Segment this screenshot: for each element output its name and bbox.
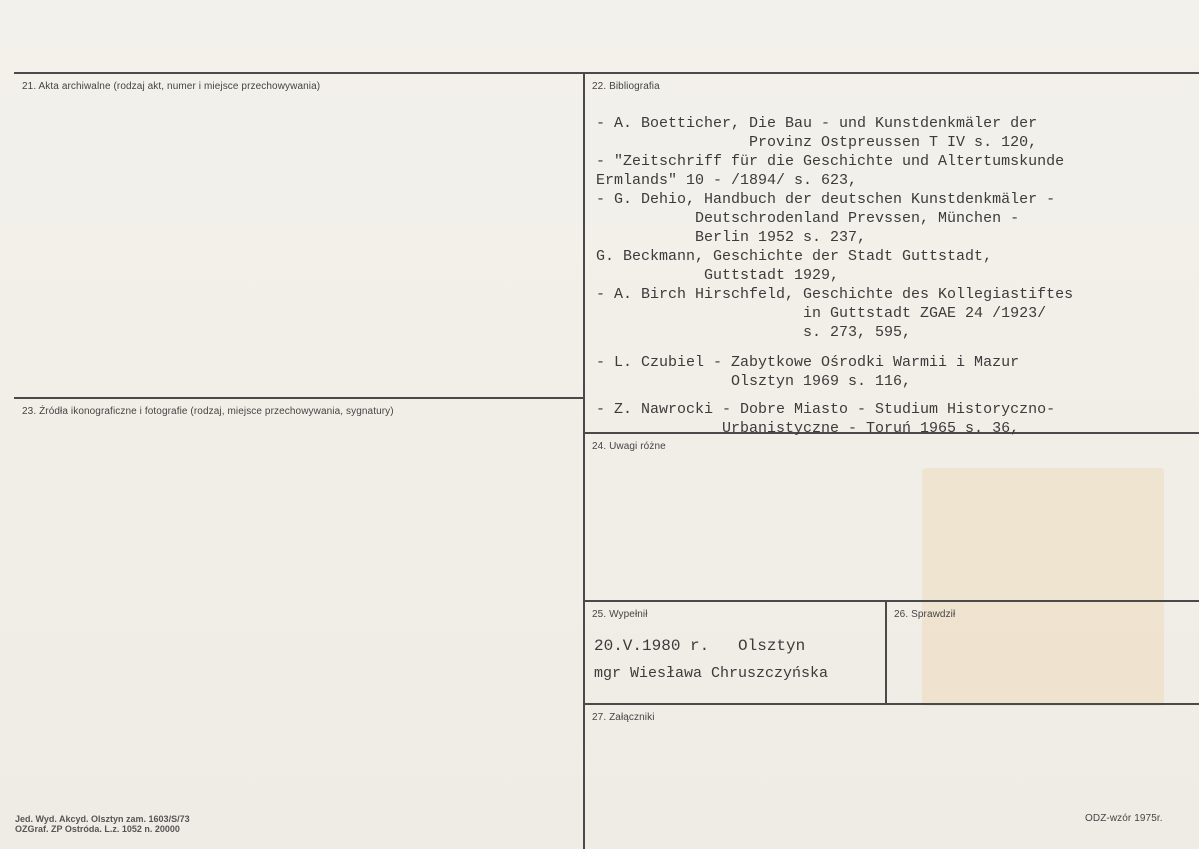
field-22-label: 22. Bibliografia: [592, 81, 660, 92]
printer-line-2: OZGraf. ZP Ostróda. L.z. 1052 n. 20000: [15, 824, 180, 834]
bibliography-line: - "Zeitschriff für die Geschichte und Altertumskunde: [596, 153, 1065, 170]
bibliography-line: in Guttstadt ZGAE 24 /1923/: [596, 305, 1047, 322]
field-21-label: 21. Akta archiwalne (rodzaj akt, numer i miejsce przechowywania): [22, 81, 321, 92]
bibliography-line: G. Beckmann, Geschichte der Stadt Guttstadt,: [596, 248, 993, 265]
field-23-label: 23. Źródła ikonograficzne i fotografie (rodzaj, miejsce przechowywania, sygnatury): [22, 406, 394, 417]
field-26-label: 26. Sprawdził: [894, 609, 956, 620]
right-rule-27: [583, 703, 1199, 705]
field-27-label: 27. Załączniki: [592, 712, 655, 723]
left-mid-rule: [14, 397, 583, 399]
bibliography-line: Provinz Ostpreussen T IV s. 120,: [596, 134, 1038, 151]
bibliography-line: - Z. Nawrocki - Dobre Miasto - Studium Historyczno-: [596, 401, 1056, 418]
bibliography-line: - L. Czubiel - Zabytkowe Ośrodki Warmii i Mazur: [596, 354, 1020, 371]
center-divider: [583, 72, 585, 849]
filled-by-date-place: 20.V.1980 r. Olsztyn: [594, 637, 806, 655]
bibliography-line: Berlin 1952 s. 237,: [596, 229, 867, 246]
form-code: ODZ-wzór 1975r.: [1085, 813, 1163, 824]
bibliography-line: - A. Birch Hirschfeld, Geschichte des Kollegiastiftes: [596, 286, 1074, 303]
bibliography-line: - A. Boetticher, Die Bau - und Kunstdenkmäler der: [596, 115, 1038, 132]
field-24-label: 24. Uwagi różne: [592, 441, 666, 452]
filled-by-name: mgr Wiesława Chruszczyńska: [594, 665, 829, 682]
field-25-label: 25. Wypełnił: [592, 609, 648, 620]
paper-stain: [922, 468, 1164, 706]
right-rule-25: [583, 600, 1199, 602]
bibliography-line: [596, 342, 1073, 353]
bibliography-line: Urbanistyczne - Toruń 1965 s. 36,: [596, 420, 1020, 437]
bibliography-line: s. 273, 595,: [596, 324, 912, 341]
bibliography-line: Guttstadt 1929,: [596, 267, 840, 284]
bibliography-line: [596, 391, 1073, 400]
divider-25-26: [885, 600, 887, 703]
bibliography-line: - G. Dehio, Handbuch der deutschen Kunstdenkmäler -: [596, 191, 1056, 208]
bibliography-line: Olsztyn 1969 s. 116,: [596, 373, 912, 390]
bibliography-text: [596, 114, 1073, 438]
top-rule: [14, 72, 1199, 74]
bibliography-line: Ermlands" 10 - /1894/ s. 623,: [596, 172, 858, 189]
printer-line-1: Jed. Wyd. Akcyd. Olsztyn zam. 1603/S/73: [15, 814, 190, 824]
bibliography-line: Deutschrodenland Prevssen, München -: [596, 210, 1020, 227]
